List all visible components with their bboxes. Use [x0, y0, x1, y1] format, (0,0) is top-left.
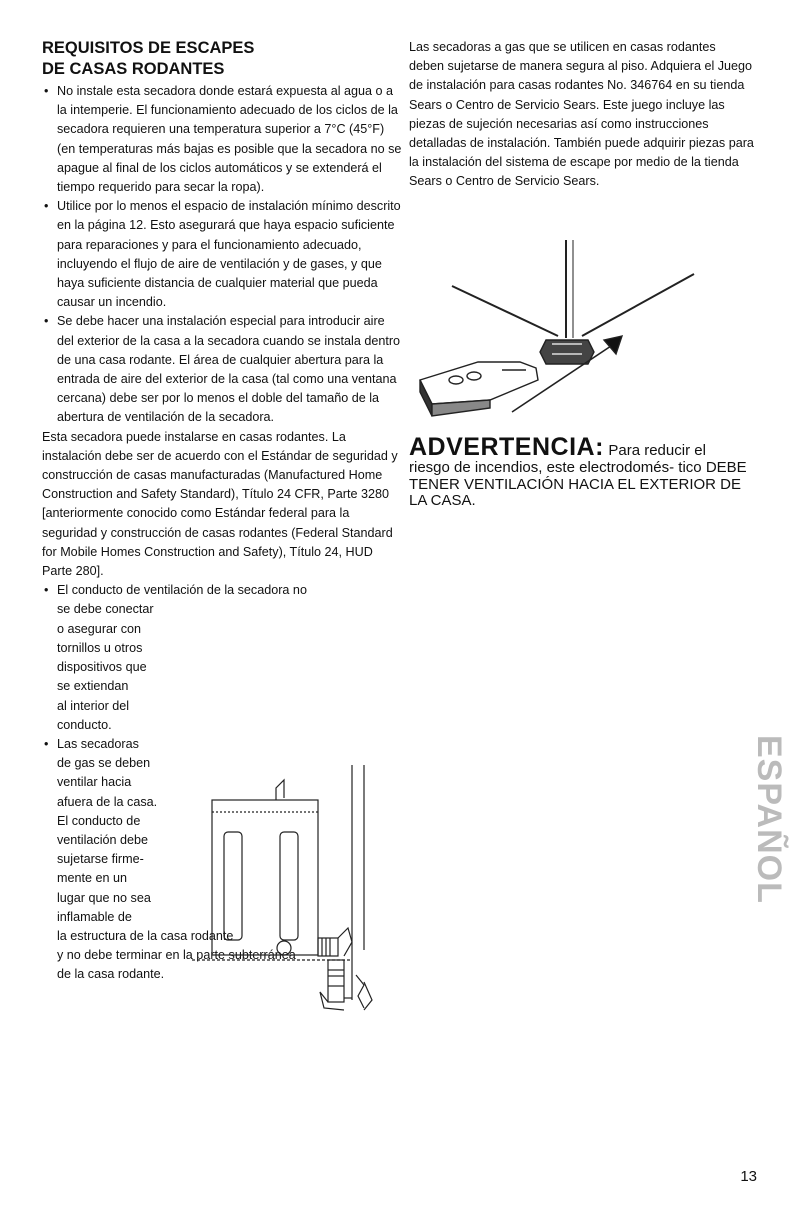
mobile-home-kit-paragraph: Las secadoras a gas que se utilicen en casas rodantes deben sujetarse de manera segura al piso. Adquiera el Juego de instalación para casas rodantes No. 346764 en su tienda Sears o Centro de Servicio Sears. Este juego incluye las piezas de sujeción necesarias así como instrucciones detalladas de instalación. También puede adquirir piezas para la instalación del sistema de escape por medio de la tienda Sears o Centro de Servicio Sears.: [409, 40, 754, 189]
dryer-panel: [280, 832, 298, 940]
text-line: ventilar hacia: [57, 775, 132, 790]
dryer-knob: [277, 941, 291, 955]
warning-lead: Para reducir el: [608, 442, 706, 459]
tie-down-bracket-illustration: [418, 240, 718, 435]
text-line: • El conducto de ventilación de la secadora no: [57, 583, 307, 598]
bullet-outside-air: • Se debe hacer una instalación especial para introducir aire del exterior de la casa a la secadora cuando se instala dentro de una casa rodante. El área de cualquier abertura para la entrada de aire del exterior de la casa (tal como una ventana cercana) debe ser por lo menos el doble del tamaño de la abertura de ventilación de la secadora.: [42, 312, 402, 427]
text-line: conducto.: [57, 717, 112, 732]
mobile-home-standard-paragraph: Esta secadora puede instalarse en casas rodantes. La instalación debe ser de acuerdo con el Estándar de seguridad y construcción de casas manufacturadas (Manufactured Home Construction and Safety Standard), Título 24 CFR, Parte 3280 [anteriormente conocido como Estándar federal para la seguridad y construcción de casas rodantes (Federal Standard for Mobile Homes Construction and Safety), Título 24, HUD Parte 280].: [42, 429, 398, 579]
right-column: [409, 38, 754, 192]
dryer-body: [212, 800, 318, 955]
text-line: o asegurar con: [57, 621, 142, 636]
dryer-vent-drawing: [212, 760, 382, 1040]
text-line: de la casa rodante.: [57, 967, 165, 982]
dryer-panel: [224, 832, 242, 940]
text-line: sujetarse firme-: [57, 852, 144, 867]
text-line: se extiendan: [57, 679, 129, 694]
bullet-vent-connection: [42, 581, 402, 735]
text-line: se debe conectar: [57, 602, 154, 617]
side-label-text: ESPAÑOL: [750, 735, 788, 904]
page-number: 13: [740, 1168, 757, 1185]
text-line: dispositivos que: [57, 660, 147, 675]
language-side-label: [728, 735, 788, 905]
warning-text: riesgo de incendios, este electrodomés- tico DEBE TENER VENTILACIÓN HACIA EL EXTERIOR DE LA CASA.: [409, 459, 747, 509]
text-line: mente en un: [57, 871, 128, 886]
warning-title: ADVERTENCIA:: [409, 433, 604, 461]
text-line: afuera de la casa.: [57, 794, 158, 809]
heading-line-1: REQUISITOS DE ESCAPES: [42, 39, 255, 57]
text-line: tornillos u otros: [57, 640, 143, 655]
text-line: lugar que no sea: [57, 890, 151, 905]
text-line: inflamable de: [57, 909, 132, 924]
text-line: El conducto de: [57, 813, 141, 828]
text-line: • Las secadoras: [57, 736, 139, 751]
text-line: ventilación debe: [57, 832, 149, 847]
section-heading: [42, 38, 402, 80]
text-line: la estructura de la casa rodante: [57, 928, 234, 943]
dryer-vent-illustration: [212, 760, 382, 1045]
bullet-installation-space: • Utilice por lo menos el espacio de instalación mínimo descrito en la página 12. Esto asegurará que haya espacio suficiente para reparaciones y para el funcionamiento adecuado, incluyendo el flujo de aire de ventilación y de gases, y que haya suficiente distancia de cualquier material que pueda causar un incendio.: [42, 197, 402, 312]
text-line: de gas se deben: [57, 756, 151, 771]
text-line: al interior del: [57, 698, 130, 713]
tie-down-drawing: [418, 240, 718, 430]
warning-block: [409, 434, 779, 510]
text-line: y no debe terminar en la parte subterránea: [57, 948, 296, 963]
bullet-outdoor-exposure: • No instale esta secadora donde estará expuesta al agua o a la intemperie. El funcionamiento adecuado de los ciclos de la secadora requieren una temperatura superior a 7°C (45°F) (en temperaturas más bajas es posible que la secadora no se apague al final de los ciclos automáticos y se extenderá el tiempo requerido para secar la ropa).: [42, 82, 402, 197]
heading-line-2: DE CASAS RODANTES: [42, 60, 225, 78]
